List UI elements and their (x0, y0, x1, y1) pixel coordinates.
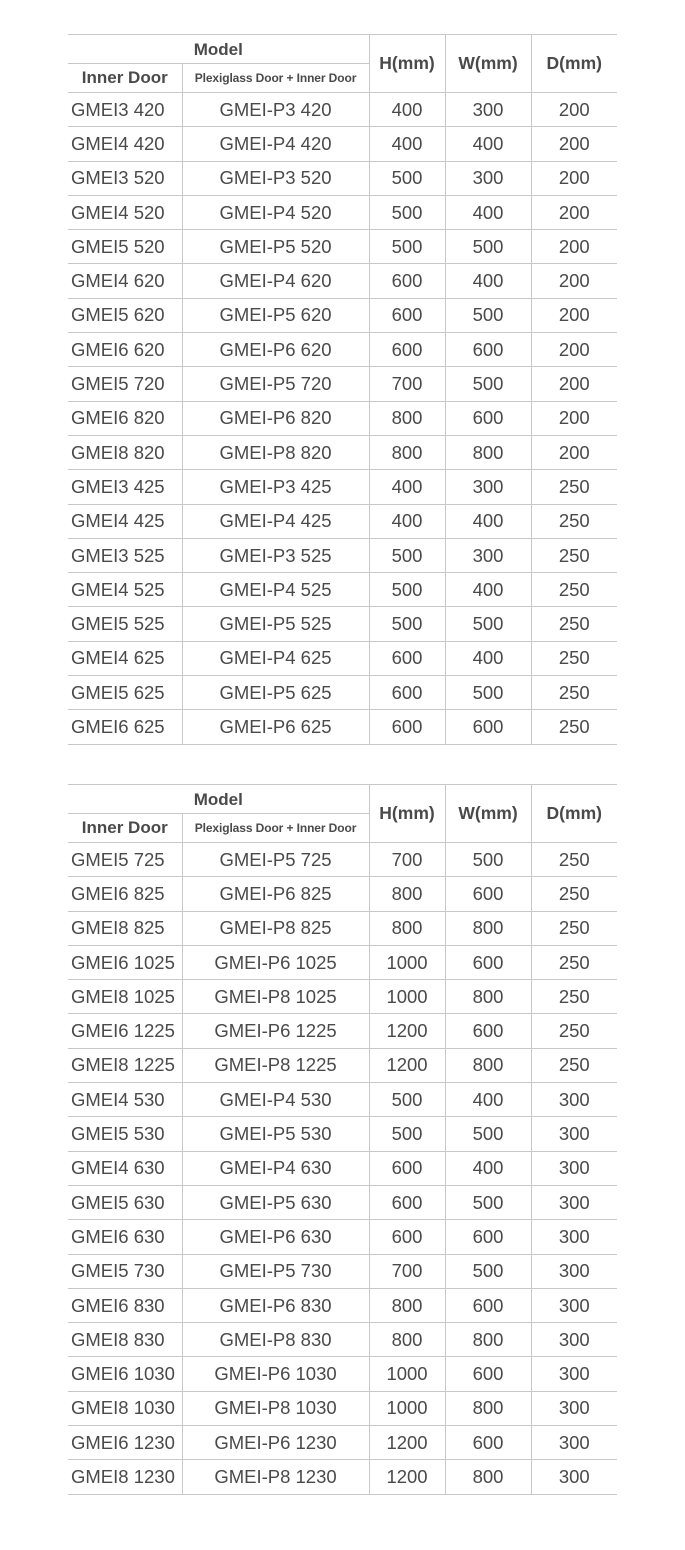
depth-cell: 250 (531, 710, 617, 744)
height-cell: 600 (369, 1220, 445, 1254)
inner-door-model-cell: GMEI6 830 (68, 1288, 182, 1322)
height-cell: 500 (369, 1083, 445, 1117)
plexiglass-model-cell: GMEI-P8 830 (182, 1323, 369, 1357)
plexiglass-model-cell: GMEI-P4 625 (182, 641, 369, 675)
plexiglass-model-cell: GMEI-P8 820 (182, 435, 369, 469)
height-cell: 600 (369, 641, 445, 675)
plexiglass-model-cell: GMEI-P6 620 (182, 333, 369, 367)
plexiglass-model-cell: GMEI-P6 1030 (182, 1357, 369, 1391)
plexiglass-model-cell: GMEI-P6 1225 (182, 1014, 369, 1048)
table-row (68, 1254, 617, 1288)
inner-door-model-cell: GMEI4 525 (68, 573, 182, 607)
width-cell: 600 (445, 1288, 531, 1322)
depth-cell: 300 (531, 1460, 617, 1494)
width-cell: 800 (445, 1323, 531, 1357)
depth-cell: 200 (531, 127, 617, 161)
inner-door-model-cell: GMEI3 525 (68, 538, 182, 572)
depth-cell: 200 (531, 401, 617, 435)
plexiglass-model-cell: GMEI-P6 830 (182, 1288, 369, 1322)
depth-cell: 250 (531, 843, 617, 877)
width-cell: 400 (445, 195, 531, 229)
table-row (68, 607, 617, 641)
width-cell: 600 (445, 1357, 531, 1391)
depth-cell: 250 (531, 607, 617, 641)
table-body (68, 843, 617, 1495)
plexiglass-model-cell: GMEI-P6 820 (182, 401, 369, 435)
plexiglass-model-cell: GMEI-P5 530 (182, 1117, 369, 1151)
depth-cell: 200 (531, 435, 617, 469)
height-cell: 700 (369, 1254, 445, 1288)
table-row (68, 1083, 617, 1117)
width-cell: 800 (445, 1391, 531, 1425)
depth-cell: 300 (531, 1391, 617, 1425)
model-header: Model (68, 35, 369, 64)
inner-door-model-cell: GMEI6 1025 (68, 945, 182, 979)
height-cell: 600 (369, 710, 445, 744)
height-cell: 1000 (369, 980, 445, 1014)
table-row (68, 1357, 617, 1391)
table-row (68, 1323, 617, 1357)
inner-door-model-cell: GMEI5 630 (68, 1185, 182, 1219)
width-cell: 400 (445, 504, 531, 538)
depth-cell: 200 (531, 230, 617, 264)
table-row (68, 195, 617, 229)
height-cell: 800 (369, 1323, 445, 1357)
plexiglass-model-cell: GMEI-P5 620 (182, 298, 369, 332)
plexiglass-model-cell: GMEI-P4 525 (182, 573, 369, 607)
plexiglass-model-cell: GMEI-P8 1025 (182, 980, 369, 1014)
depth-cell: 200 (531, 161, 617, 195)
table-row (68, 470, 617, 504)
height-cell: 1000 (369, 1391, 445, 1425)
width-cell: 400 (445, 264, 531, 298)
height-cell: 500 (369, 573, 445, 607)
table-row (68, 1048, 617, 1082)
width-cell: 800 (445, 911, 531, 945)
plexiglass-model-cell: GMEI-P6 1025 (182, 945, 369, 979)
table-row (68, 127, 617, 161)
width-header: W(mm) (445, 35, 531, 93)
inner-door-model-cell: GMEI6 820 (68, 401, 182, 435)
table-row (68, 1288, 617, 1322)
height-cell: 1200 (369, 1426, 445, 1460)
width-cell: 500 (445, 230, 531, 264)
table-row (68, 504, 617, 538)
height-cell: 800 (369, 435, 445, 469)
width-cell: 800 (445, 1460, 531, 1494)
inner-door-model-cell: GMEI5 725 (68, 843, 182, 877)
height-cell: 500 (369, 538, 445, 572)
depth-cell: 300 (531, 1288, 617, 1322)
inner-door-model-cell: GMEI8 830 (68, 1323, 182, 1357)
width-cell: 300 (445, 470, 531, 504)
depth-cell: 200 (531, 333, 617, 367)
height-cell: 600 (369, 1151, 445, 1185)
height-cell: 600 (369, 676, 445, 710)
table-row (68, 877, 617, 911)
width-cell: 800 (445, 435, 531, 469)
inner-door-model-cell: GMEI3 520 (68, 161, 182, 195)
width-cell: 400 (445, 1083, 531, 1117)
depth-header: D(mm) (531, 35, 617, 93)
inner-door-model-cell: GMEI8 1230 (68, 1460, 182, 1494)
width-cell: 600 (445, 945, 531, 979)
height-cell: 500 (369, 1117, 445, 1151)
plexiglass-model-cell: GMEI-P5 725 (182, 843, 369, 877)
plexiglass-model-cell: GMEI-P8 825 (182, 911, 369, 945)
inner-door-model-cell: GMEI6 1030 (68, 1357, 182, 1391)
height-cell: 500 (369, 230, 445, 264)
inner-door-model-cell: GMEI4 530 (68, 1083, 182, 1117)
plexiglass-model-cell: GMEI-P8 1230 (182, 1460, 369, 1494)
inner-door-model-cell: GMEI6 1230 (68, 1426, 182, 1460)
table-row (68, 435, 617, 469)
inner-door-model-cell: GMEI5 720 (68, 367, 182, 401)
height-cell: 400 (369, 93, 445, 127)
depth-cell: 300 (531, 1254, 617, 1288)
table-row (68, 676, 617, 710)
height-cell: 800 (369, 911, 445, 945)
height-cell: 400 (369, 504, 445, 538)
width-cell: 400 (445, 1151, 531, 1185)
table-body (68, 93, 617, 745)
height-cell: 400 (369, 127, 445, 161)
depth-cell: 300 (531, 1426, 617, 1460)
depth-cell: 200 (531, 195, 617, 229)
plexiglass-model-cell: GMEI-P5 520 (182, 230, 369, 264)
width-cell: 600 (445, 1014, 531, 1048)
width-cell: 300 (445, 538, 531, 572)
inner-door-model-cell: GMEI5 525 (68, 607, 182, 641)
depth-cell: 250 (531, 945, 617, 979)
depth-cell: 250 (531, 573, 617, 607)
height-cell: 600 (369, 264, 445, 298)
spec-table-1 (68, 34, 617, 745)
inner-door-model-cell: GMEI8 1030 (68, 1391, 182, 1425)
height-cell: 1200 (369, 1048, 445, 1082)
spec-table-2 (68, 784, 617, 1495)
inner-door-model-cell: GMEI6 625 (68, 710, 182, 744)
table-row (68, 538, 617, 572)
inner-door-model-cell: GMEI8 825 (68, 911, 182, 945)
inner-door-header: Inner Door (68, 814, 182, 843)
inner-door-model-cell: GMEI5 530 (68, 1117, 182, 1151)
table-row (68, 230, 617, 264)
plexiglass-model-cell: GMEI-P4 520 (182, 195, 369, 229)
model-header: Model (68, 785, 369, 814)
width-cell: 400 (445, 573, 531, 607)
inner-door-model-cell: GMEI4 625 (68, 641, 182, 675)
plexiglass-model-cell: GMEI-P4 530 (182, 1083, 369, 1117)
width-cell: 500 (445, 1254, 531, 1288)
inner-door-model-cell: GMEI8 1225 (68, 1048, 182, 1082)
width-cell: 600 (445, 1220, 531, 1254)
depth-cell: 200 (531, 367, 617, 401)
table-row (68, 1014, 617, 1048)
plexiglass-model-cell: GMEI-P5 630 (182, 1185, 369, 1219)
table-row (68, 401, 617, 435)
table-row (68, 1185, 617, 1219)
table-row (68, 843, 617, 877)
plexiglass-door-header: Plexiglass Door + Inner Door (182, 814, 369, 843)
plexiglass-model-cell: GMEI-P5 525 (182, 607, 369, 641)
table-row (68, 264, 617, 298)
height-cell: 500 (369, 195, 445, 229)
depth-cell: 250 (531, 504, 617, 538)
height-cell: 1000 (369, 945, 445, 979)
height-cell: 500 (369, 607, 445, 641)
depth-cell: 300 (531, 1323, 617, 1357)
height-cell: 600 (369, 298, 445, 332)
plexiglass-model-cell: GMEI-P3 525 (182, 538, 369, 572)
table-row (68, 911, 617, 945)
plexiglass-model-cell: GMEI-P5 720 (182, 367, 369, 401)
inner-door-model-cell: GMEI3 425 (68, 470, 182, 504)
width-cell: 400 (445, 641, 531, 675)
table-row (68, 1151, 617, 1185)
height-cell: 700 (369, 843, 445, 877)
table-row (68, 945, 617, 979)
width-cell: 800 (445, 1048, 531, 1082)
inner-door-model-cell: GMEI4 520 (68, 195, 182, 229)
inner-door-model-cell: GMEI6 825 (68, 877, 182, 911)
table-row (68, 573, 617, 607)
inner-door-model-cell: GMEI6 630 (68, 1220, 182, 1254)
depth-cell: 250 (531, 1048, 617, 1082)
depth-cell: 200 (531, 298, 617, 332)
depth-cell: 250 (531, 641, 617, 675)
inner-door-model-cell: GMEI6 620 (68, 333, 182, 367)
table-row (68, 1117, 617, 1151)
width-cell: 300 (445, 93, 531, 127)
width-cell: 300 (445, 161, 531, 195)
table-row (68, 1426, 617, 1460)
plexiglass-model-cell: GMEI-P6 825 (182, 877, 369, 911)
depth-cell: 250 (531, 676, 617, 710)
width-cell: 500 (445, 843, 531, 877)
plexiglass-model-cell: GMEI-P6 1230 (182, 1426, 369, 1460)
table-row (68, 93, 617, 127)
table-row (68, 161, 617, 195)
table-row (68, 1460, 617, 1494)
table-row (68, 641, 617, 675)
table-row (68, 298, 617, 332)
plexiglass-model-cell: GMEI-P3 420 (182, 93, 369, 127)
inner-door-model-cell: GMEI4 630 (68, 1151, 182, 1185)
width-cell: 400 (445, 127, 531, 161)
table-row (68, 333, 617, 367)
height-cell: 1200 (369, 1460, 445, 1494)
plexiglass-model-cell: GMEI-P4 425 (182, 504, 369, 538)
width-cell: 500 (445, 1117, 531, 1151)
height-header: H(mm) (369, 35, 445, 93)
height-cell: 800 (369, 877, 445, 911)
depth-cell: 300 (531, 1185, 617, 1219)
width-cell: 600 (445, 401, 531, 435)
inner-door-model-cell: GMEI5 520 (68, 230, 182, 264)
plexiglass-model-cell: GMEI-P6 630 (182, 1220, 369, 1254)
inner-door-model-cell: GMEI8 1025 (68, 980, 182, 1014)
table-row (68, 1220, 617, 1254)
inner-door-model-cell: GMEI4 425 (68, 504, 182, 538)
plexiglass-model-cell: GMEI-P5 730 (182, 1254, 369, 1288)
plexiglass-model-cell: GMEI-P4 620 (182, 264, 369, 298)
height-cell: 600 (369, 1185, 445, 1219)
width-header: W(mm) (445, 785, 531, 843)
width-cell: 800 (445, 980, 531, 1014)
inner-door-model-cell: GMEI5 625 (68, 676, 182, 710)
plexiglass-model-cell: GMEI-P3 425 (182, 470, 369, 504)
depth-cell: 250 (531, 980, 617, 1014)
depth-cell: 300 (531, 1117, 617, 1151)
height-cell: 600 (369, 333, 445, 367)
depth-cell: 200 (531, 264, 617, 298)
inner-door-model-cell: GMEI8 820 (68, 435, 182, 469)
width-cell: 500 (445, 676, 531, 710)
plexiglass-model-cell: GMEI-P4 420 (182, 127, 369, 161)
depth-cell: 250 (531, 538, 617, 572)
inner-door-header: Inner Door (68, 64, 182, 93)
depth-cell: 250 (531, 911, 617, 945)
height-cell: 500 (369, 161, 445, 195)
inner-door-model-cell: GMEI5 730 (68, 1254, 182, 1288)
plexiglass-model-cell: GMEI-P8 1225 (182, 1048, 369, 1082)
height-cell: 800 (369, 1288, 445, 1322)
inner-door-model-cell: GMEI4 420 (68, 127, 182, 161)
height-cell: 1000 (369, 1357, 445, 1391)
depth-cell: 250 (531, 1014, 617, 1048)
depth-cell: 300 (531, 1220, 617, 1254)
width-cell: 500 (445, 1185, 531, 1219)
width-cell: 500 (445, 367, 531, 401)
table-row (68, 367, 617, 401)
inner-door-model-cell: GMEI5 620 (68, 298, 182, 332)
depth-cell: 200 (531, 93, 617, 127)
height-cell: 800 (369, 401, 445, 435)
width-cell: 500 (445, 298, 531, 332)
depth-cell: 250 (531, 877, 617, 911)
plexiglass-model-cell: GMEI-P6 625 (182, 710, 369, 744)
table-row (68, 710, 617, 744)
plexiglass-model-cell: GMEI-P3 520 (182, 161, 369, 195)
table-row (68, 980, 617, 1014)
width-cell: 500 (445, 607, 531, 641)
plexiglass-door-header: Plexiglass Door + Inner Door (182, 64, 369, 93)
depth-cell: 300 (531, 1357, 617, 1391)
width-cell: 600 (445, 710, 531, 744)
depth-header: D(mm) (531, 785, 617, 843)
inner-door-model-cell: GMEI3 420 (68, 93, 182, 127)
depth-cell: 300 (531, 1151, 617, 1185)
depth-cell: 250 (531, 470, 617, 504)
height-cell: 1200 (369, 1014, 445, 1048)
depth-cell: 300 (531, 1083, 617, 1117)
plexiglass-model-cell: GMEI-P8 1030 (182, 1391, 369, 1425)
height-cell: 700 (369, 367, 445, 401)
plexiglass-model-cell: GMEI-P5 625 (182, 676, 369, 710)
inner-door-model-cell: GMEI4 620 (68, 264, 182, 298)
width-cell: 600 (445, 333, 531, 367)
height-header: H(mm) (369, 785, 445, 843)
plexiglass-model-cell: GMEI-P4 630 (182, 1151, 369, 1185)
width-cell: 600 (445, 1426, 531, 1460)
height-cell: 400 (369, 470, 445, 504)
inner-door-model-cell: GMEI6 1225 (68, 1014, 182, 1048)
table-row (68, 1391, 617, 1425)
width-cell: 600 (445, 877, 531, 911)
